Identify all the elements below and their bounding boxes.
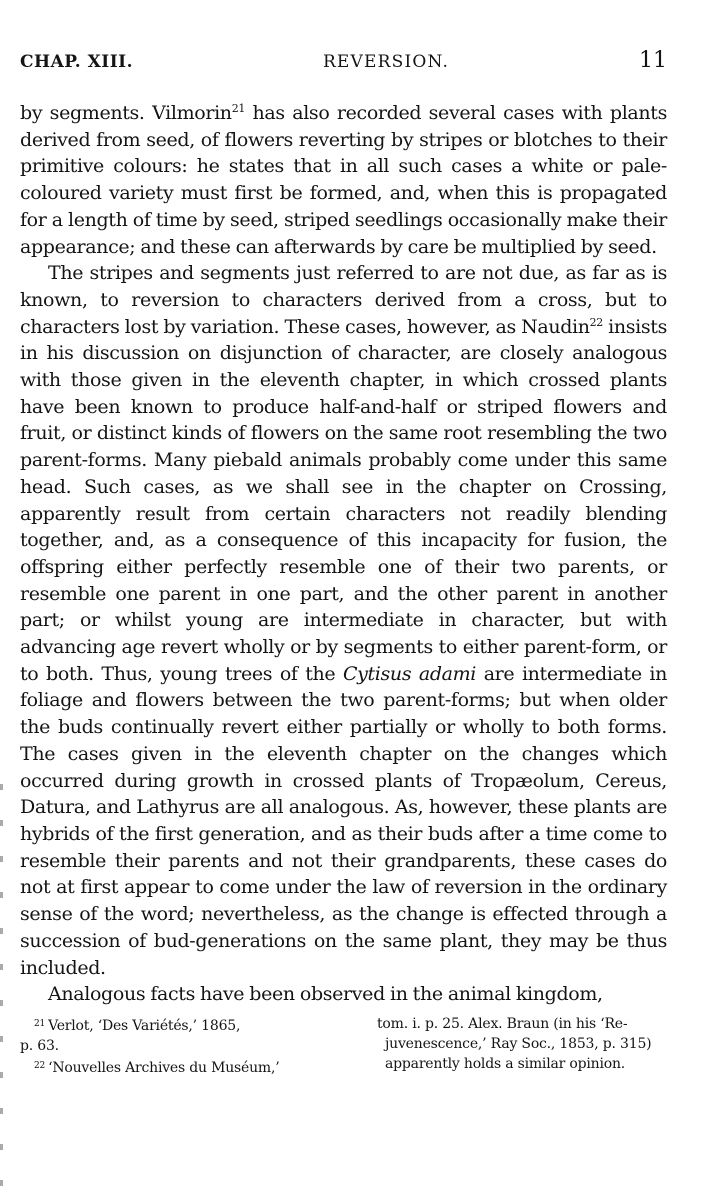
paragraph [20, 981, 667, 1008]
footnotes-left-column [20, 1014, 338, 1078]
chapter-label: CHAP. XIII. [20, 52, 134, 72]
text-run: Analogous facts have been observed in the animal kingdom, [48, 983, 603, 1006]
footnote-22-line-1: tom. i. p. 25. Alex. Braun (in his ‘Re- [377, 1015, 628, 1032]
footnote-mark: 21 [34, 1018, 46, 1029]
page-edge-shadow [0, 770, 3, 1200]
footnote-text: Verlot, ‘Des Variétés,’ 1865, [48, 1017, 241, 1034]
footnotes [20, 1014, 667, 1078]
footnote-reference: 22 [589, 315, 603, 329]
footnote-text: ‘Nouvelles Archives du Muséum,’ [48, 1059, 280, 1076]
paragraph [20, 260, 667, 981]
footnote-mark: 22 [34, 1060, 46, 1071]
body-text [20, 100, 667, 1008]
text-run: has also recorded several cases with plants derived from seed, of flowers reverting by stripes or blotches to their primitive colours: he states that in all such cases a white or pale-coloured variety must first be formed, and, when this is propagated for a length of time by seed, striped seedlings occasionally make their appearance; and these can afterwards by care be multiplied by seed. [20, 102, 667, 258]
footnote-22 [20, 1056, 338, 1078]
footnotes-right-column [377, 1014, 667, 1078]
page-number: 11 [639, 48, 667, 73]
footnote-22-line-3: apparently holds a similar opinion. [385, 1055, 626, 1072]
footnote-22-line-2: juvenescence,’ Ray Soc., 1853, p. 315) [385, 1035, 652, 1052]
text-run: by segments. Vilmorin [20, 102, 232, 124]
running-header [20, 48, 667, 86]
text-run: are intermediate in foliage and flowers between the two parent-forms; but when older the buds continually revert either partially or wholly to both forms. The cases given in the eleventh chapter on the changes which occurred during growth in crossed plants of Tropæolum, Cereus, Datura, and Lathyrus are all analogous. As, however, these plants are hybrids of the first generation, and as their buds after a time come to resemble their parents and not their grandparents, these cases do not at first appear to come under the law of reversion in the ordinary sense of the word; nevertheless, as the change is effected through a succession of bud-generations on the same plant, they may be thus included. [20, 662, 667, 979]
running-title: REVERSION. [322, 52, 450, 72]
footnote-21-continued: p. 63. [20, 1037, 59, 1054]
text-run: insists in his discussion on disjunction of character, are closely analogous with those given in the eleventh chapter, in which crossed plants have been known to produce half-and-half or striped flowers and fruit, or distinct kinds of flowers on the same root resembling the two parent-forms. Many piebald animals probably come under this same head. Such cases, as we shall see in the chapter on Crossing, apparently result from certain characters not readily blending together, and, as a consequence of this incapacity for fusion, the offspring either perfectly resemble one of their two parents, or resemble one parent in one part, and the other parent in another part; or whilst young are intermediate in character, but with advancing age revert wholly or by segments to either parent-form, or to both. Thus, young trees of the [20, 315, 667, 685]
text-run: The stripes and segments just referred to are not due, as far as is known, to reversion to characters derived from a cross, but to characters lost by variation. These cases, however, as Naudin [20, 262, 667, 338]
footnote-21 [20, 1014, 338, 1036]
footnote-reference: 21 [231, 102, 245, 115]
paragraph [20, 100, 667, 260]
italic-term: Cytisus adami [342, 662, 477, 685]
